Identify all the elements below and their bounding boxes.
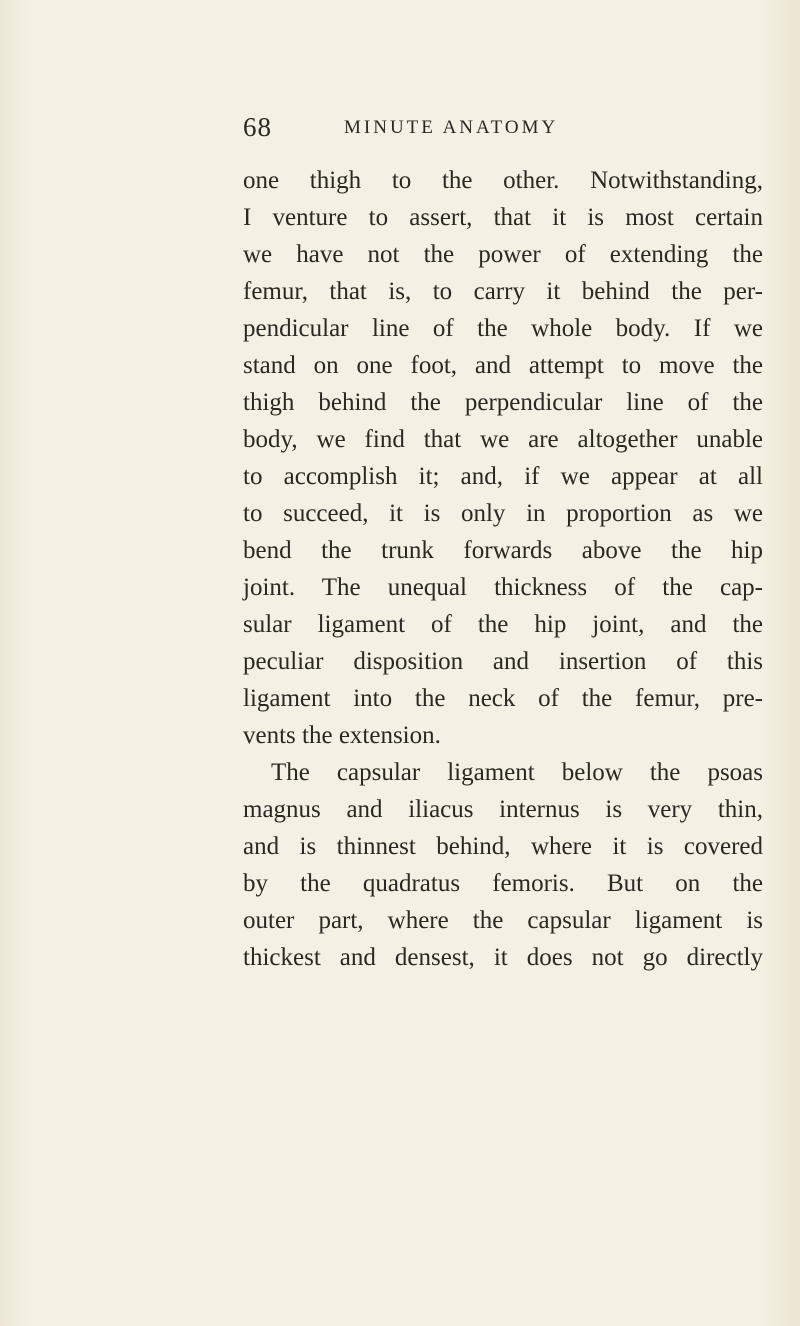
text-line: bend the trunk forwards above the hip — [243, 537, 763, 564]
text-line: femur, that is, to carry it behind the per- — [243, 278, 763, 305]
text-line: thigh behind the perpendicular line of the — [243, 389, 763, 416]
paragraph — [243, 162, 763, 754]
text-line: outer part, where the capsular ligament is — [243, 907, 763, 934]
text-line: magnus and iliacus internus is very thin, — [243, 796, 763, 823]
text-line: by the quadratus femoris. But on the — [243, 870, 763, 897]
text-line: and is thinnest behind, where it is covered — [243, 833, 763, 860]
text-line: to accomplish it; and, if we appear at all — [243, 463, 763, 490]
text-line: I venture to assert, that it is most certain — [243, 204, 763, 231]
text-line: to succeed, it is only in proportion as we — [243, 500, 763, 527]
text-line: ligament into the neck of the femur, pre- — [243, 685, 763, 712]
text-line: peculiar disposition and insertion of this — [243, 648, 763, 675]
text-line: pendicular line of the whole body. If we — [243, 315, 763, 342]
text-line: vents the extension. — [243, 722, 441, 749]
running-head — [243, 112, 763, 152]
text-line: thickest and densest, it does not go directly — [243, 944, 763, 971]
text-line: sular ligament of the hip joint, and the — [243, 611, 763, 638]
text-line: The capsular ligament below the psoas — [271, 759, 763, 786]
text-line: one thigh to the other. Notwithstanding, — [243, 167, 763, 194]
text-line: body, we find that we are altogether unable — [243, 426, 763, 453]
text-line: joint. The unequal thickness of the cap- — [243, 574, 763, 601]
paragraph — [243, 754, 763, 976]
text-line: stand on one foot, and attempt to move the — [243, 352, 763, 379]
page-number: 68 — [243, 112, 272, 142]
text-line: we have not the power of extending the — [243, 241, 763, 268]
body-text — [243, 162, 763, 976]
running-title: MINUTE ANATOMY — [344, 117, 559, 138]
